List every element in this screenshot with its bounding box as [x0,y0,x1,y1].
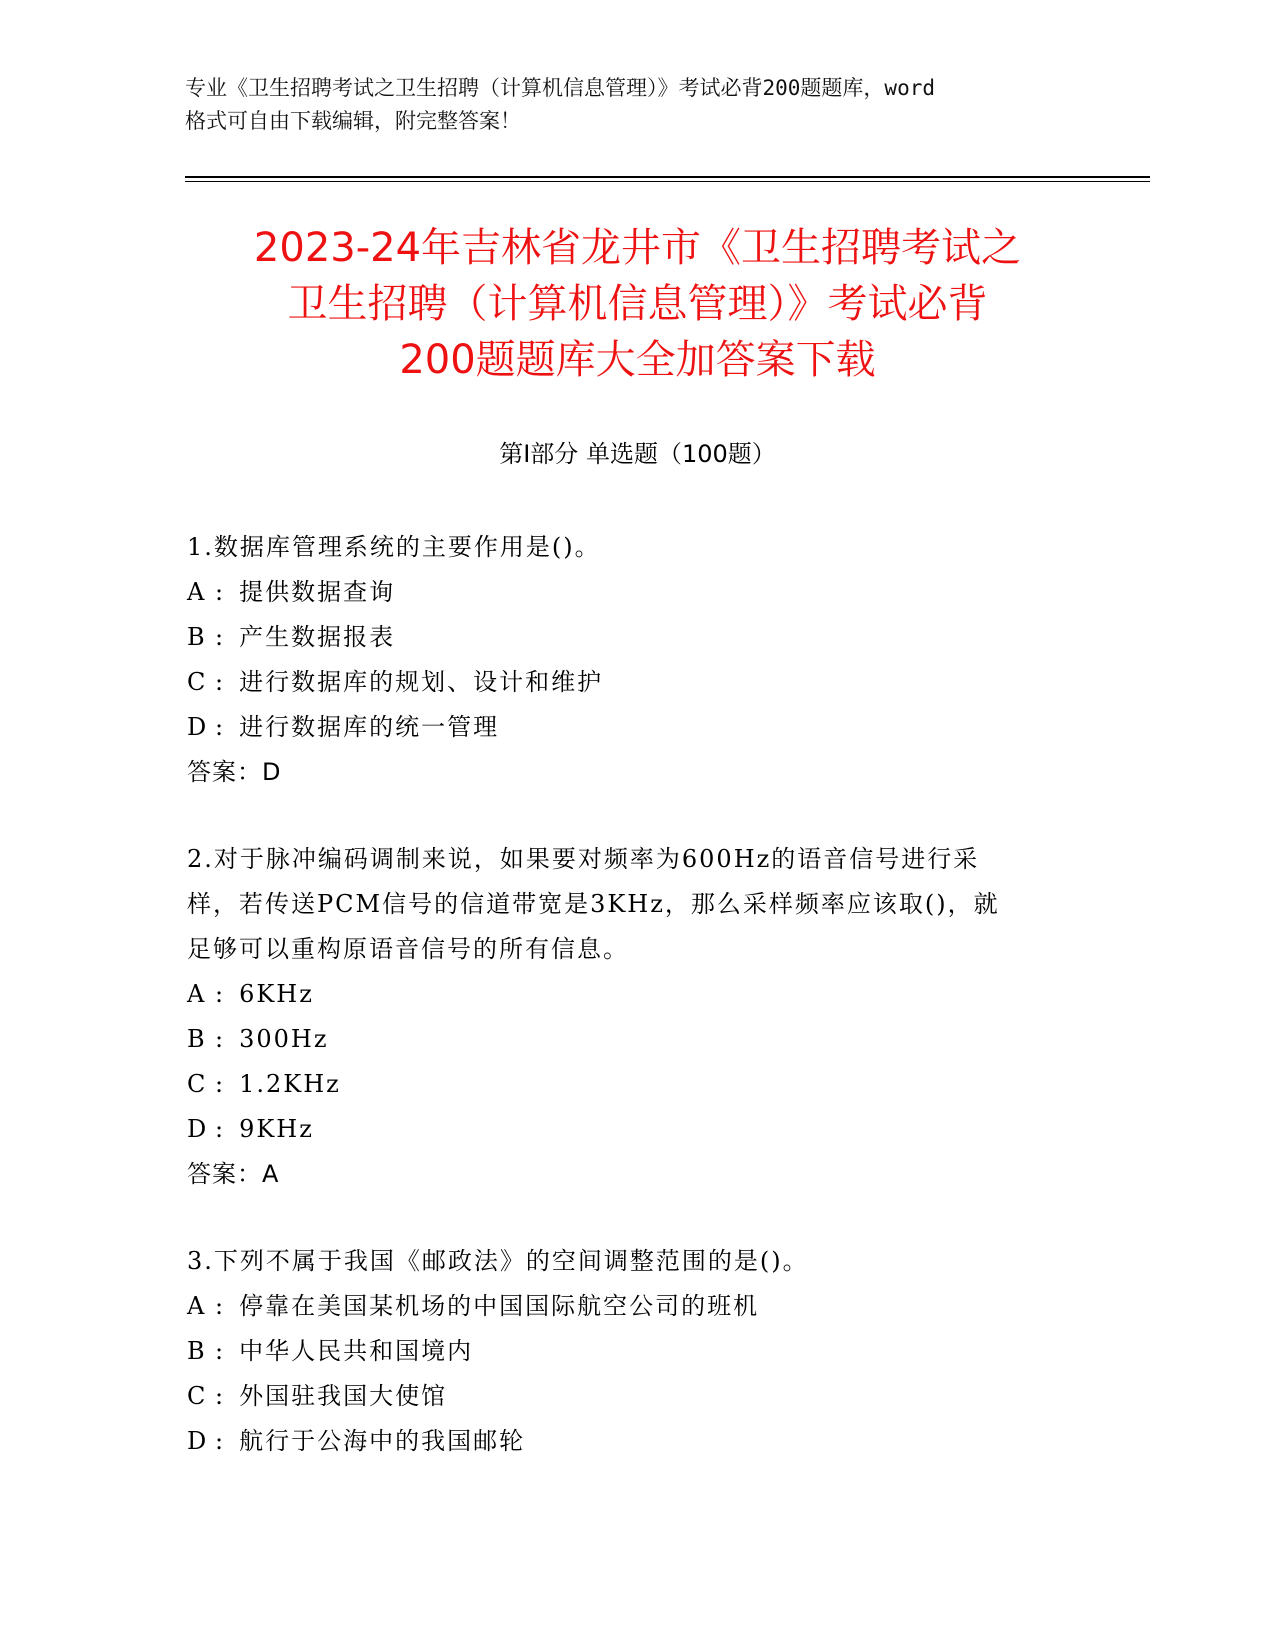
option-separator: : [215,1382,226,1410]
document-title-line-2: 卫生招聘（计算机信息管理）》考试必背 [287,281,988,327]
option-text: 1.2KHz [239,1070,341,1098]
question-stem-line-2: 样，若传送PCM信号的信道带宽是3KHz，那么采样频率应该取()，就 [187,890,1000,918]
option-d [187,705,1067,750]
question-item [187,1239,1067,1464]
option-separator: : [215,1070,226,1098]
option-letter: C [187,1070,208,1098]
question-list [187,525,1067,1506]
header-note-line-2: 格式可自由下载编辑，附完整答案！ [185,109,521,133]
option-separator: : [215,623,226,651]
option-separator: : [215,1025,226,1053]
option-text: 航行于公海中的我国邮轮 [239,1427,526,1455]
option-letter: A [187,1292,207,1320]
option-text: 外国驻我国大使馆 [239,1382,448,1410]
option-letter: B [187,1025,207,1053]
option-separator: : [215,713,226,741]
option-b [187,1329,1067,1374]
option-separator: : [215,1337,226,1365]
option-separator: : [215,1292,226,1320]
option-text: 300Hz [239,1025,329,1053]
option-letter: D [187,1115,209,1143]
question-stem-line-3: 足够可以重构原语音信号的所有信息。 [187,935,629,963]
option-text: 提供数据查询 [239,578,396,606]
option-text: 中华人民共和国境内 [239,1337,474,1365]
option-a [187,1284,1067,1329]
option-a [187,972,1067,1017]
question-stem: 1.数据库管理系统的主要作用是()。 [187,533,601,561]
section-title: 第Ⅰ部分 单选题（100题） [499,440,776,468]
option-separator: : [215,1427,226,1455]
header-note [185,72,1085,138]
option-separator: : [215,980,226,1008]
header-divider-thin [185,181,1150,182]
answer-label: 答案：A [187,1160,280,1188]
option-letter: C [187,1382,208,1410]
question-stem: 3.下列不属于我国《邮政法》的空间调整范围的是()。 [187,1247,809,1275]
option-text: 6KHz [239,980,314,1008]
option-letter: C [187,668,208,696]
option-d [187,1419,1067,1464]
option-text: 停靠在美国某机场的中国国际航空公司的班机 [239,1292,760,1320]
option-text: 进行数据库的统一管理 [239,713,500,741]
question-stem-line-1: 2.对于脉冲编码调制来说，如果要对频率为600Hz的语音信号进行采 [187,845,980,873]
option-letter: D [187,713,209,741]
option-d [187,1107,1067,1152]
option-b [187,1017,1067,1062]
option-separator: : [215,1115,226,1143]
option-letter: D [187,1427,209,1455]
question-item [187,525,1067,795]
option-c [187,660,1067,705]
answer-label: 答案：D [187,758,282,786]
document-title-line-1: 2023-24年吉林省龙井市《卫生招聘考试之 [253,225,1022,271]
option-text: 9KHz [239,1115,314,1143]
option-a [187,570,1067,615]
option-b [187,615,1067,660]
option-separator: : [215,578,226,606]
option-c [187,1374,1067,1419]
option-letter: B [187,623,207,651]
option-letter: B [187,1337,207,1365]
header-note-line-1: 专业《卫生招聘考试之卫生招聘（计算机信息管理）》考试必背200题题库，word [185,76,935,100]
option-letter: A [187,980,207,1008]
question-item [187,837,1067,1197]
document-title [180,220,1095,388]
option-text: 产生数据报表 [239,623,396,651]
option-separator: : [215,668,226,696]
header-divider-thick [185,176,1150,178]
option-text: 进行数据库的规划、设计和维护 [239,668,604,696]
document-title-line-3: 200题题库大全加答案下载 [399,337,876,383]
option-letter: A [187,578,207,606]
option-c [187,1062,1067,1107]
